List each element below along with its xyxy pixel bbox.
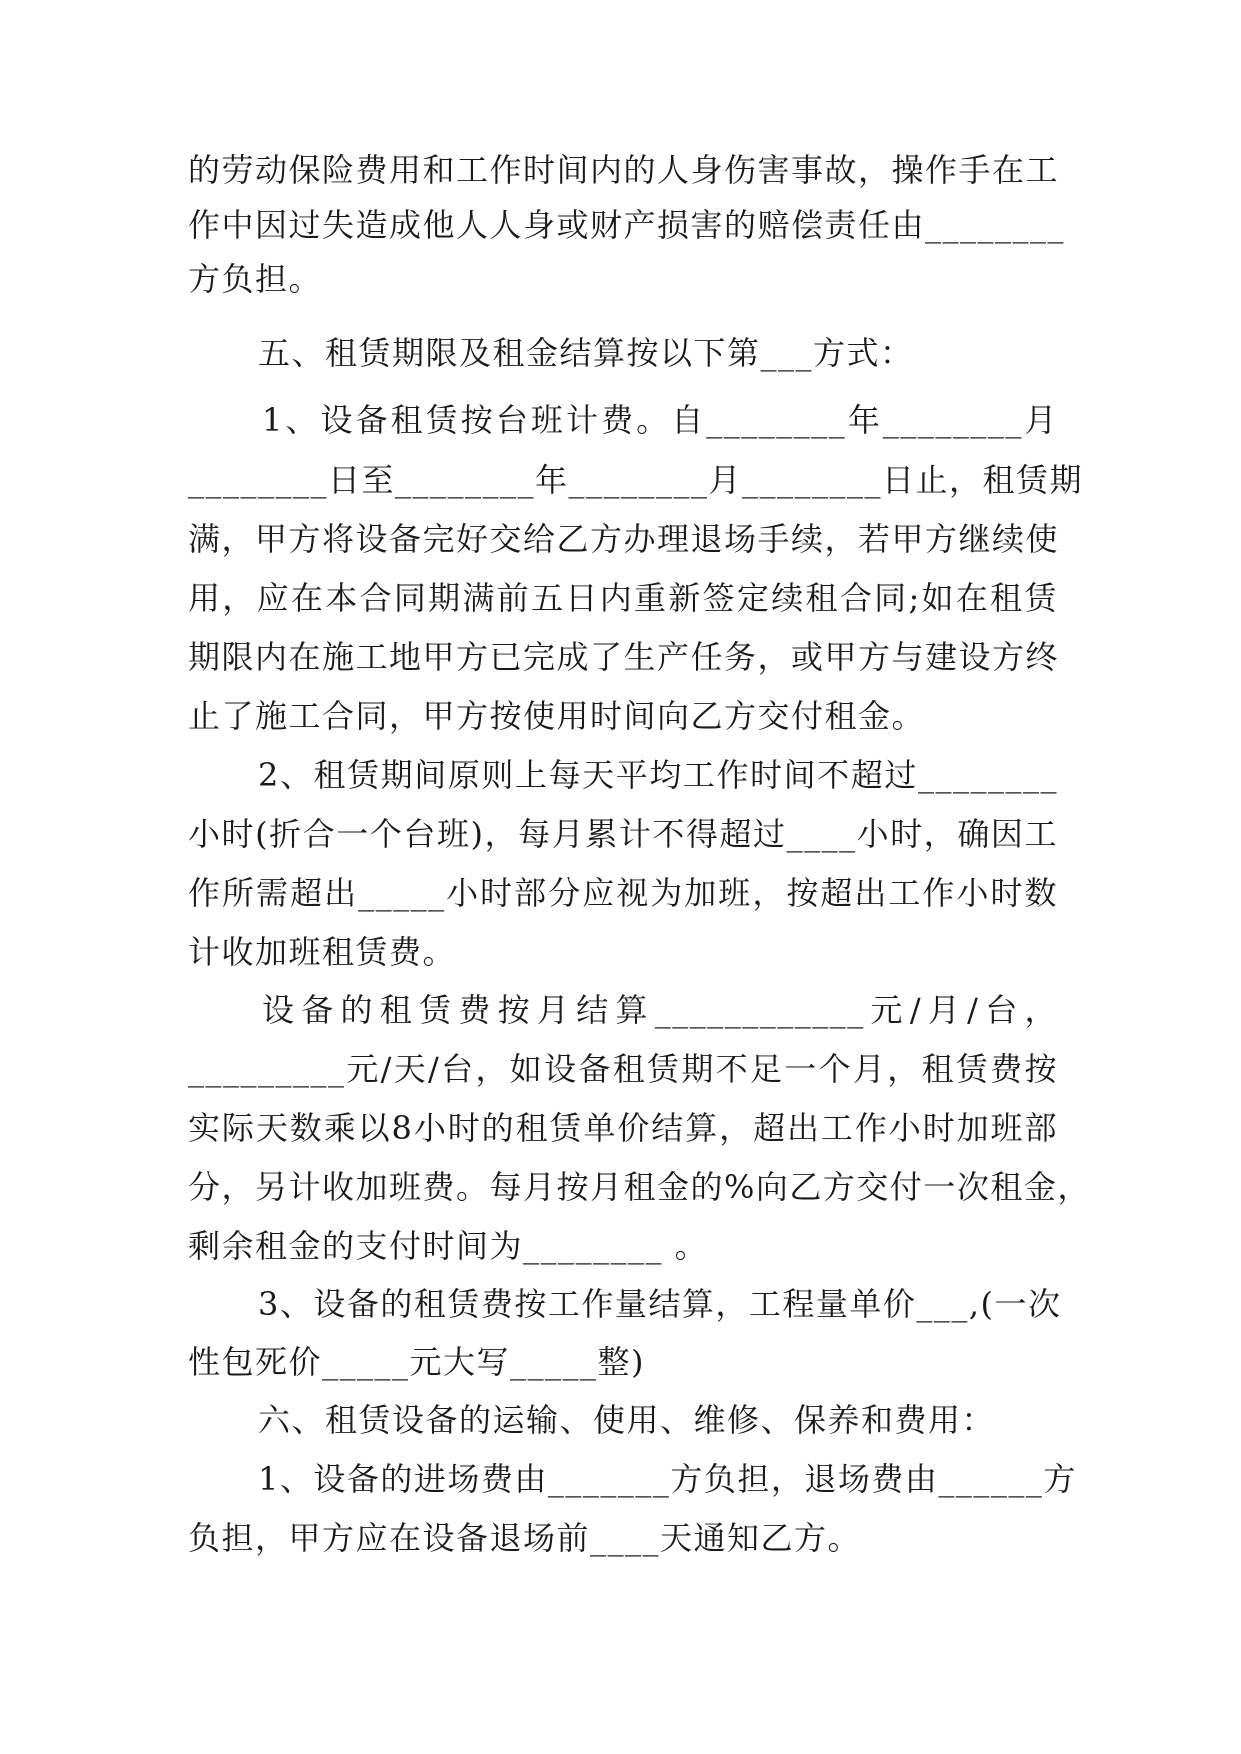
text-line: 1、设备租赁按台班计费。自________年________月 xyxy=(262,401,1058,439)
text-line: 3、设备的租赁费按工作量结算，工程量单价___,(一次 xyxy=(258,1285,1062,1323)
text-line: 1、设备的进场费由_______方负担，退场费由______方 xyxy=(258,1460,1077,1498)
text-line: 剩余租金的支付时间为________ 。 xyxy=(188,1227,709,1265)
text-line: 止了施工合同，甲方按使用时间向乙方交付租金。 xyxy=(188,697,926,735)
text-line: 满，甲方将设备完好交给乙方办理退场手续，若甲方继续使 xyxy=(188,520,1060,558)
section-heading: 五、租赁期限及租金结算按以下第___方式： xyxy=(258,334,914,372)
text-line: ________日至________年________月________日止，租赁期 xyxy=(188,461,1084,499)
text-line: 性包死价_____元大写_____整) xyxy=(188,1343,645,1381)
text-line: 2、租赁期间原则上每天平均工作时间不超过________ xyxy=(258,756,1058,794)
text-line: 的劳动保险费用和工作时间内的人身伤害事故，操作手在工 xyxy=(188,151,1060,189)
text-line: 计收加班租赁费。 xyxy=(188,933,457,971)
section-heading: 六、租赁设备的运输、使用、维修、保养和费用： xyxy=(258,1401,996,1439)
text-line: 小时(折合一个台班)，每月累计不得超过____小时，确因工 xyxy=(188,815,1058,853)
text-line: 负担，甲方应在设备退场前____天通知乙方。 xyxy=(188,1519,862,1557)
text-line: 实际天数乘以8小时的租赁单价结算，超出工作小时加班部 xyxy=(188,1109,1058,1147)
text-line: 作所需超出_____小时部分应视为加班，按超出工作小时数 xyxy=(188,874,1058,912)
text-line: 用，应在本合同期满前五日内重新签定续租合同;如在租赁 xyxy=(188,579,1058,617)
text-line: 期限内在施工地甲方已完成了生产任务，或甲方与建设方终 xyxy=(188,638,1060,676)
text-line: 方负担。 xyxy=(188,260,323,298)
text-line: 分，另计收加班费。每月按月租金的%向乙方交付一次租金， xyxy=(188,1168,1091,1206)
text-line: 作中因过失造成他人人身或财产损害的赔偿责任由________ xyxy=(188,206,1066,244)
text-line: _________元/天/台，如设备租赁期不足一个月，租赁费按 xyxy=(188,1050,1058,1088)
text-line: 设备的租赁费按月结算____________元/月/台， xyxy=(262,991,1058,1029)
